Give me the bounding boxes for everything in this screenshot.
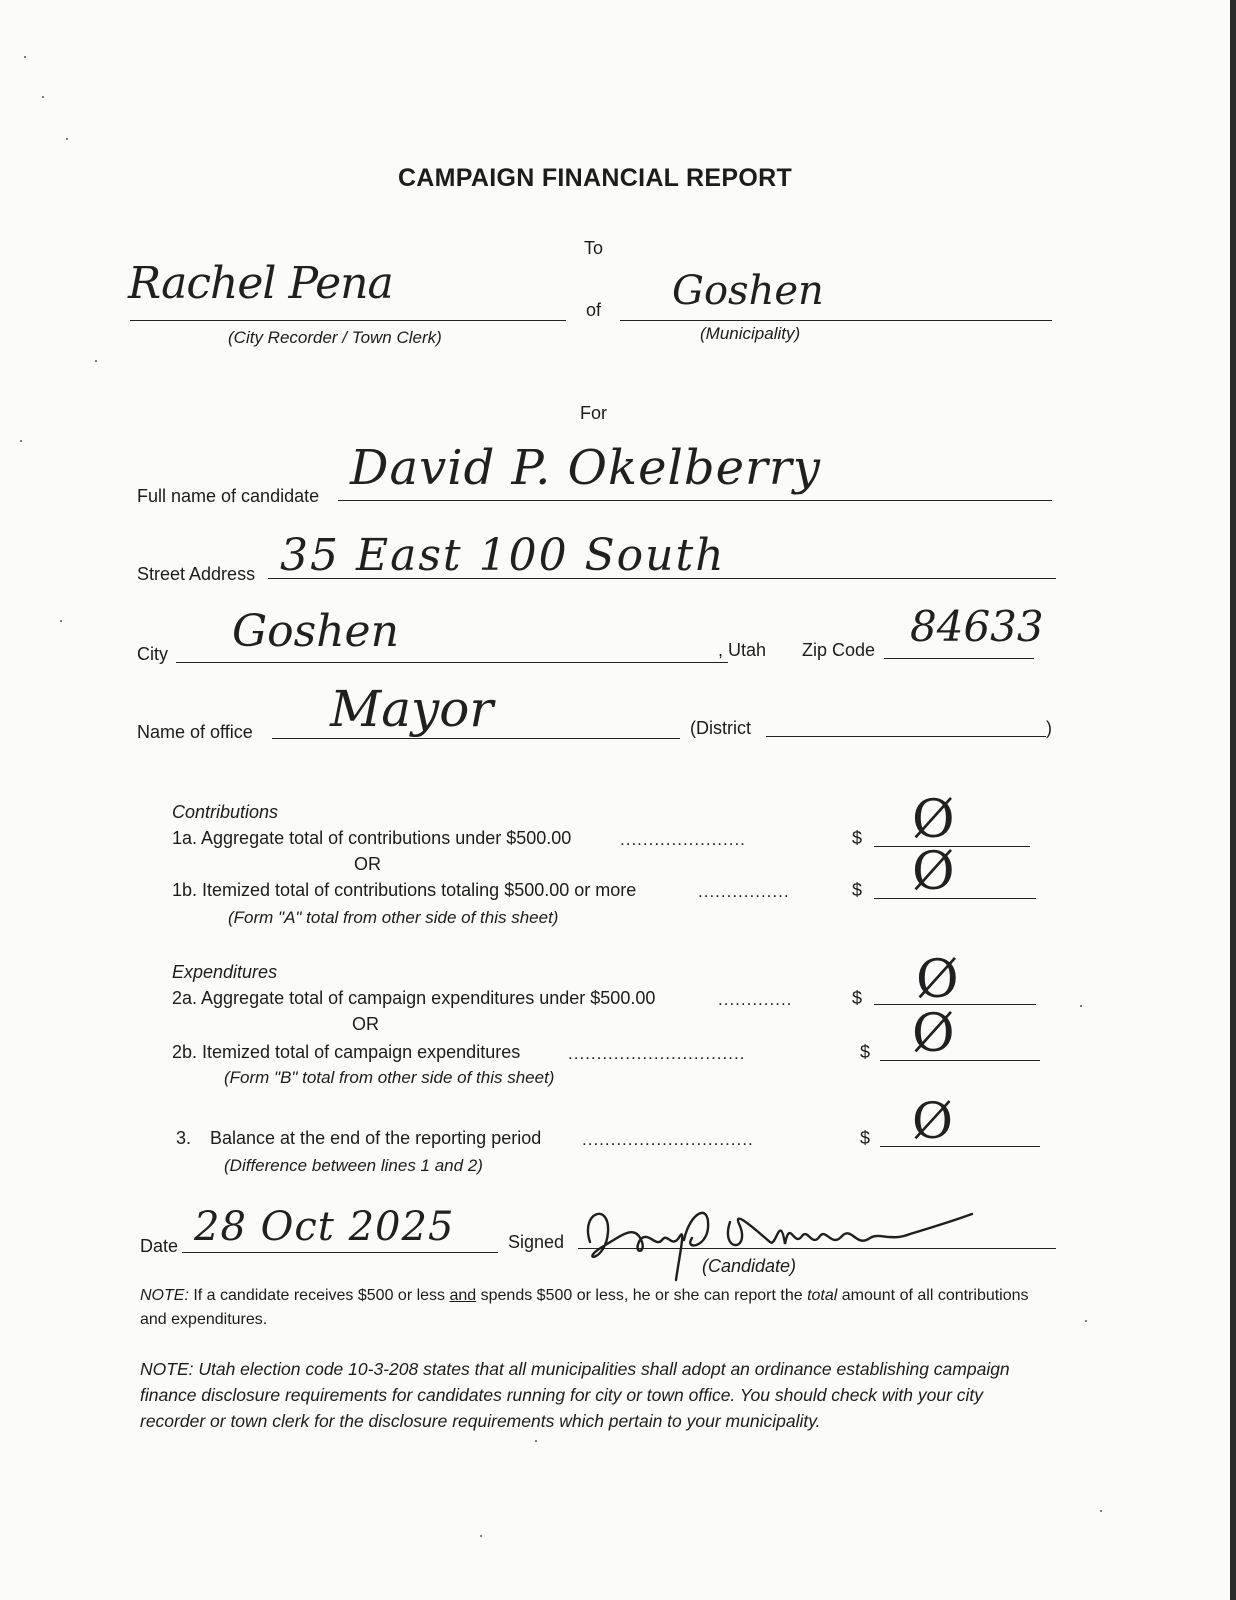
street-address-handwriting: 35 East 100 South bbox=[280, 530, 726, 581]
line-2a-leader: ............. bbox=[718, 990, 793, 1009]
zip-code-line bbox=[884, 658, 1034, 659]
line-3-dollar: $ bbox=[860, 1128, 871, 1148]
line-2b-value-handwriting: Ø bbox=[912, 1004, 955, 1064]
line-2b-label: 2b. Itemized total of campaign expenditures bbox=[172, 1042, 521, 1062]
full-name-label: Full name of candidate bbox=[137, 486, 320, 506]
form-title: CAMPAIGN FINANCIAL REPORT bbox=[397, 164, 793, 192]
note-1-text-a: If a candidate receives $500 or less bbox=[188, 1287, 450, 1304]
zip-code-label: Zip Code bbox=[802, 640, 876, 660]
state-label: , Utah bbox=[718, 640, 767, 660]
line-1a-dollar: $ bbox=[852, 828, 863, 848]
line-2a-label: 2a. Aggregate total of campaign expenditures under $500.00 bbox=[172, 988, 656, 1008]
line-1b-dollar: $ bbox=[852, 880, 863, 900]
municipality-handwriting: Goshen bbox=[672, 268, 824, 314]
office-label: Name of office bbox=[137, 722, 253, 742]
or-1: OR bbox=[354, 854, 381, 874]
recorder-name-handwriting: Rachel Pena bbox=[128, 258, 393, 309]
office-line bbox=[272, 738, 680, 739]
to-label: To bbox=[584, 238, 604, 258]
line-2b-amount-line bbox=[880, 1060, 1040, 1061]
date-line bbox=[182, 1252, 498, 1253]
line-1a-label: 1a. Aggregate total of contributions under $500.00 bbox=[172, 828, 572, 848]
note-1 bbox=[140, 1284, 1058, 1332]
district-close: ) bbox=[1046, 718, 1052, 738]
line-1b-label: 1b. Itemized total of contributions totaling $500.00 or more bbox=[172, 880, 637, 900]
line-1a-leader: ...................... bbox=[620, 830, 746, 849]
note-1-total: total bbox=[807, 1287, 838, 1304]
expenditures-heading: Expenditures bbox=[172, 962, 278, 982]
recorder-line bbox=[130, 320, 566, 321]
line-3-number: 3. bbox=[176, 1128, 192, 1148]
city-line bbox=[176, 662, 728, 663]
city-label: City bbox=[137, 644, 168, 664]
date-handwriting: 28 Oct 2025 bbox=[194, 1204, 455, 1250]
full-name-line bbox=[338, 500, 1052, 501]
line-2a-value-handwriting: Ø bbox=[916, 950, 959, 1010]
or-2: OR bbox=[352, 1014, 379, 1034]
line-2a-dollar: $ bbox=[852, 988, 863, 1008]
of-label: of bbox=[586, 300, 602, 320]
line-3-note: (Difference between lines 1 and 2) bbox=[224, 1156, 483, 1175]
line-3-leader: .............................. bbox=[582, 1130, 754, 1149]
municipality-line bbox=[620, 320, 1052, 321]
district-label: (District bbox=[690, 718, 751, 738]
line-1b-leader: ................ bbox=[698, 882, 790, 901]
line-2b-leader: ............................... bbox=[568, 1044, 746, 1063]
street-address-label: Street Address bbox=[137, 564, 256, 584]
note-1-text-b: spends $500 or less, he or she can report the bbox=[476, 1287, 808, 1304]
for-label: For bbox=[580, 403, 607, 423]
line-3-label: Balance at the end of the reporting period bbox=[210, 1128, 542, 1148]
line-1a-value-handwriting: Ø bbox=[912, 790, 955, 850]
line-1b-note: (Form "A" total from other side of this sheet) bbox=[228, 908, 559, 927]
date-label: Date bbox=[140, 1236, 179, 1256]
office-handwriting: Mayor bbox=[330, 680, 494, 738]
note-1-and: and bbox=[449, 1287, 477, 1304]
contributions-heading: Contributions bbox=[172, 802, 279, 822]
scan-edge-shadow bbox=[1230, 0, 1236, 1600]
recorder-caption: (City Recorder / Town Clerk) bbox=[228, 328, 442, 347]
candidate-signature bbox=[580, 1192, 1000, 1292]
municipality-caption: (Municipality) bbox=[700, 324, 801, 343]
line-3-value-handwriting: Ø bbox=[912, 1092, 953, 1150]
line-2b-dollar: $ bbox=[860, 1042, 871, 1062]
city-handwriting: Goshen bbox=[232, 606, 399, 657]
line-1b-value-handwriting: Ø bbox=[912, 842, 955, 902]
district-line bbox=[766, 736, 1046, 737]
note-2: NOTE: Utah election code 10-3-208 states that all municipalities shall adopt an ordinance establishing campaign finance disclosure requirements for candidates running for city or town office. You should check with your city recorder or town clerk for the disclosure requirements which pertain to your municipality. bbox=[140, 1359, 1010, 1431]
zip-code-handwriting: 84633 bbox=[910, 602, 1044, 651]
candidate-caption: (Candidate) bbox=[702, 1256, 797, 1276]
note-1-text-c: amount of all contributions and expenditures. bbox=[140, 1287, 1029, 1328]
line-3-amount-line bbox=[880, 1146, 1040, 1147]
candidate-name-handwriting: David P. Okelberry bbox=[350, 440, 821, 496]
line-1b-amount-line bbox=[874, 898, 1036, 899]
note-1-prefix: NOTE: bbox=[140, 1287, 189, 1304]
signed-label: Signed bbox=[508, 1232, 565, 1252]
line-2b-note: (Form "B" total from other side of this sheet) bbox=[224, 1068, 555, 1087]
